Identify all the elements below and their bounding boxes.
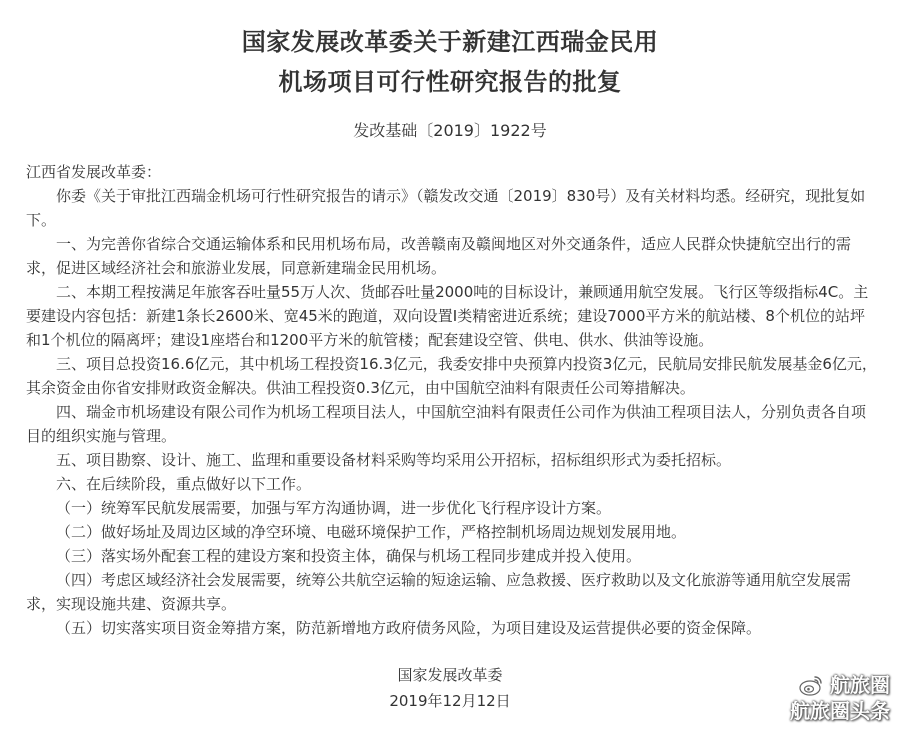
watermark — [790, 672, 890, 724]
weibo-logo-icon — [798, 672, 824, 698]
document-number: 发改基础〔2019〕1922号 — [353, 121, 547, 140]
salutation: 江西省发展改革委： — [26, 163, 162, 181]
sub-item-1: （一）统筹军民航发展需要，加强与军方沟通协调，进一步优化飞行程序设计方案。 — [56, 499, 612, 517]
paragraph-3: 三、项目总投资16.6亿元，其中机场工程投资16.3亿元，我委安排中央预算内投资3亿元，民航局安排民航发展基金6亿元，其余资金由你省安排财政资金解决。供油工程投资0.3亿元，由中国航空油料有限责任公司筹措解决。 — [26, 355, 877, 397]
paragraph-intro: 你委《关于审批江西瑞金机场可行性研究报告的请示》（赣发改交通〔2019〕830号）及有关材料均悉。经研究，现批复如下。 — [26, 187, 866, 229]
paragraph-4: 四、瑞金市机场建设有限公司作为机场工程项目法人，中国航空油料有限责任公司作为供油工程项目法人，分别负责各自项目的组织实施与管理。 — [26, 403, 867, 445]
sub-item-3: （三）落实场外配套工程的建设方案和投资主体，确保与机场工程同步建成并投入使用。 — [56, 547, 642, 565]
signature-date: 2019年12月12日 — [389, 692, 511, 710]
paragraph-6: 六、在后续阶段，重点做好以下工作。 — [56, 475, 312, 493]
document-title-line-2: 机场项目可行性研究报告的批复 — [278, 68, 622, 96]
paragraph-2: 二、本期工程按满足年旅客吞吐量55万人次、货邮吞吐量2000吨的目标设计，兼顾通用航空发展。飞行区等级指标4C。主要建设内容包括：新建1条长2600米、宽45米的跑道，双向设置Ⅰ类精密进近系统；建设7000平方米的航站楼、8个机位的站坪和1个机位的隔离坪；建设1座塔台和1200平方米的航管楼；配套建设空管、供电、供水、供油等设施。 — [26, 283, 869, 349]
signature-org: 国家发展改革委 — [397, 666, 503, 684]
document-title-line-1: 国家发展改革委关于新建江西瑞金民用 — [241, 28, 659, 56]
document-body — [26, 160, 878, 640]
watermark-line-1: 航旅圈 — [830, 673, 890, 697]
paragraph-1: 一、为完善你省综合交通运输体系和民用机场布局，改善赣南及赣闽地区对外交通条件，适应人民群众快捷航空出行的需求，促进区域经济社会和旅游业发展，同意新建瑞金民用机场。 — [26, 235, 852, 277]
paragraph-5: 五、项目勘察、设计、施工、监理和重要设备材料采购等均采用公开招标，招标组织形式为委托招标。 — [56, 451, 732, 469]
watermark-line-2: 航旅圈头条 — [790, 699, 890, 723]
sub-item-4: （四）考虑区域经济社会发展需要，统筹公共航空运输的短途运输、应急救援、医疗救助以及文化旅游等通用航空发展需求，实现设施共建、资源共享。 — [26, 571, 852, 613]
sub-item-2: （二）做好场址及周边区域的净空环境、电磁环境保护工作，严格控制机场周边规划发展用地。 — [56, 523, 687, 541]
sub-item-5: （五）切实落实项目资金筹措方案，防范新增地方政府债务风险，为项目建设及运营提供必要的资金保障。 — [56, 619, 762, 637]
